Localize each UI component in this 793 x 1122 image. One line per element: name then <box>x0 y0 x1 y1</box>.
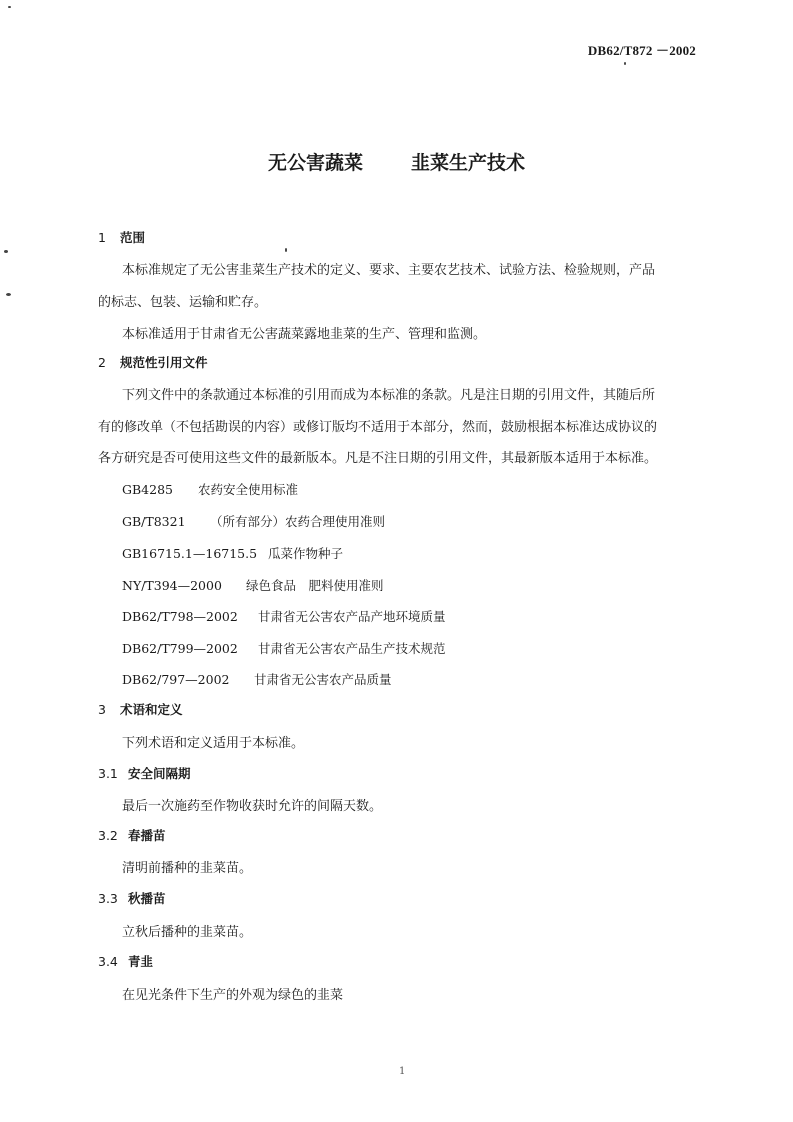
page-number: 1 <box>399 1066 406 1077</box>
scan-speck <box>6 293 11 296</box>
title-part-2: 韭菜生产技术 <box>411 152 526 174</box>
scan-speck <box>285 248 287 252</box>
section-3-intro: 下列术语和定义适用于本标准。 <box>122 736 305 751</box>
term-3-4-heading: 3.4 青韭 <box>98 954 154 969</box>
document-title <box>0 148 793 175</box>
section-2-heading: 2 规范性引用文件 <box>98 355 208 370</box>
term-3-3-definition: 立秋后播种的韭菜苗。 <box>122 925 253 940</box>
term-3-1-definition: 最后一次施药至作物收获时允许的间隔天数。 <box>122 799 383 814</box>
reference-item: GB16715.1—16715.5 瓜菜作物种子 <box>122 546 344 561</box>
standard-code: DB62/T872 －2002 <box>587 43 696 58</box>
term-3-3-heading: 3.3 秋播苗 <box>98 891 166 906</box>
section-1-paragraph-1-line-2: 的标志、包装、运输和贮存。 <box>98 295 268 310</box>
section-2-line-3: 各方研究是否可使用这些文件的最新版本。凡是不注日期的引用文件，其最新版本适用于本标准。 <box>98 451 658 466</box>
term-3-2-heading: 3.2 春播苗 <box>98 828 166 843</box>
scan-speck <box>624 62 626 65</box>
section-1-paragraph-2: 本标准适用于甘肃省无公害蔬菜露地韭菜的生产、管理和监测。 <box>122 327 487 342</box>
reference-item: GB/T8321 （所有部分）农药合理使用准则 <box>122 514 386 529</box>
reference-item: DB62/T799—2002 甘肃省无公害农产品生产技术规范 <box>122 641 446 656</box>
term-3-1-heading: 3.1 安全间隔期 <box>98 766 191 781</box>
reference-item: NY/T394—2000 绿色食品 肥料使用准则 <box>122 578 384 593</box>
reference-item: DB62/T798—2002 甘肃省无公害农产品产地环境质量 <box>122 609 446 624</box>
section-2-line-1: 下列文件中的条款通过本标准的引用而成为本标准的条款。凡是注日期的引用文件，其随后所 <box>122 388 656 403</box>
section-2-line-2: 有的修改单（不包括勘误的内容）或修订版均不适用于本部分，然而，鼓励根据本标准达成协议的 <box>98 420 658 435</box>
section-1-paragraph-1-line-1: 本标准规定了无公害韭菜生产技术的定义、要求、主要农艺技术、试验方法、检验规则，产品 <box>122 263 656 278</box>
scan-speck <box>4 250 8 253</box>
section-3-heading: 3 术语和定义 <box>98 702 183 717</box>
title-part-1: 无公害蔬菜 <box>267 152 363 174</box>
scan-speck <box>8 6 11 8</box>
reference-item: GB4285 农药安全使用标准 <box>122 482 299 497</box>
section-1-heading: 1 范围 <box>98 230 146 245</box>
term-3-4-definition: 在见光条件下生产的外观为绿色的韭菜 <box>122 988 344 1003</box>
reference-item: DB62/797—2002 甘肃省无公害农产品质量 <box>122 672 392 687</box>
term-3-2-definition: 清明前播种的韭菜苗。 <box>122 861 253 876</box>
